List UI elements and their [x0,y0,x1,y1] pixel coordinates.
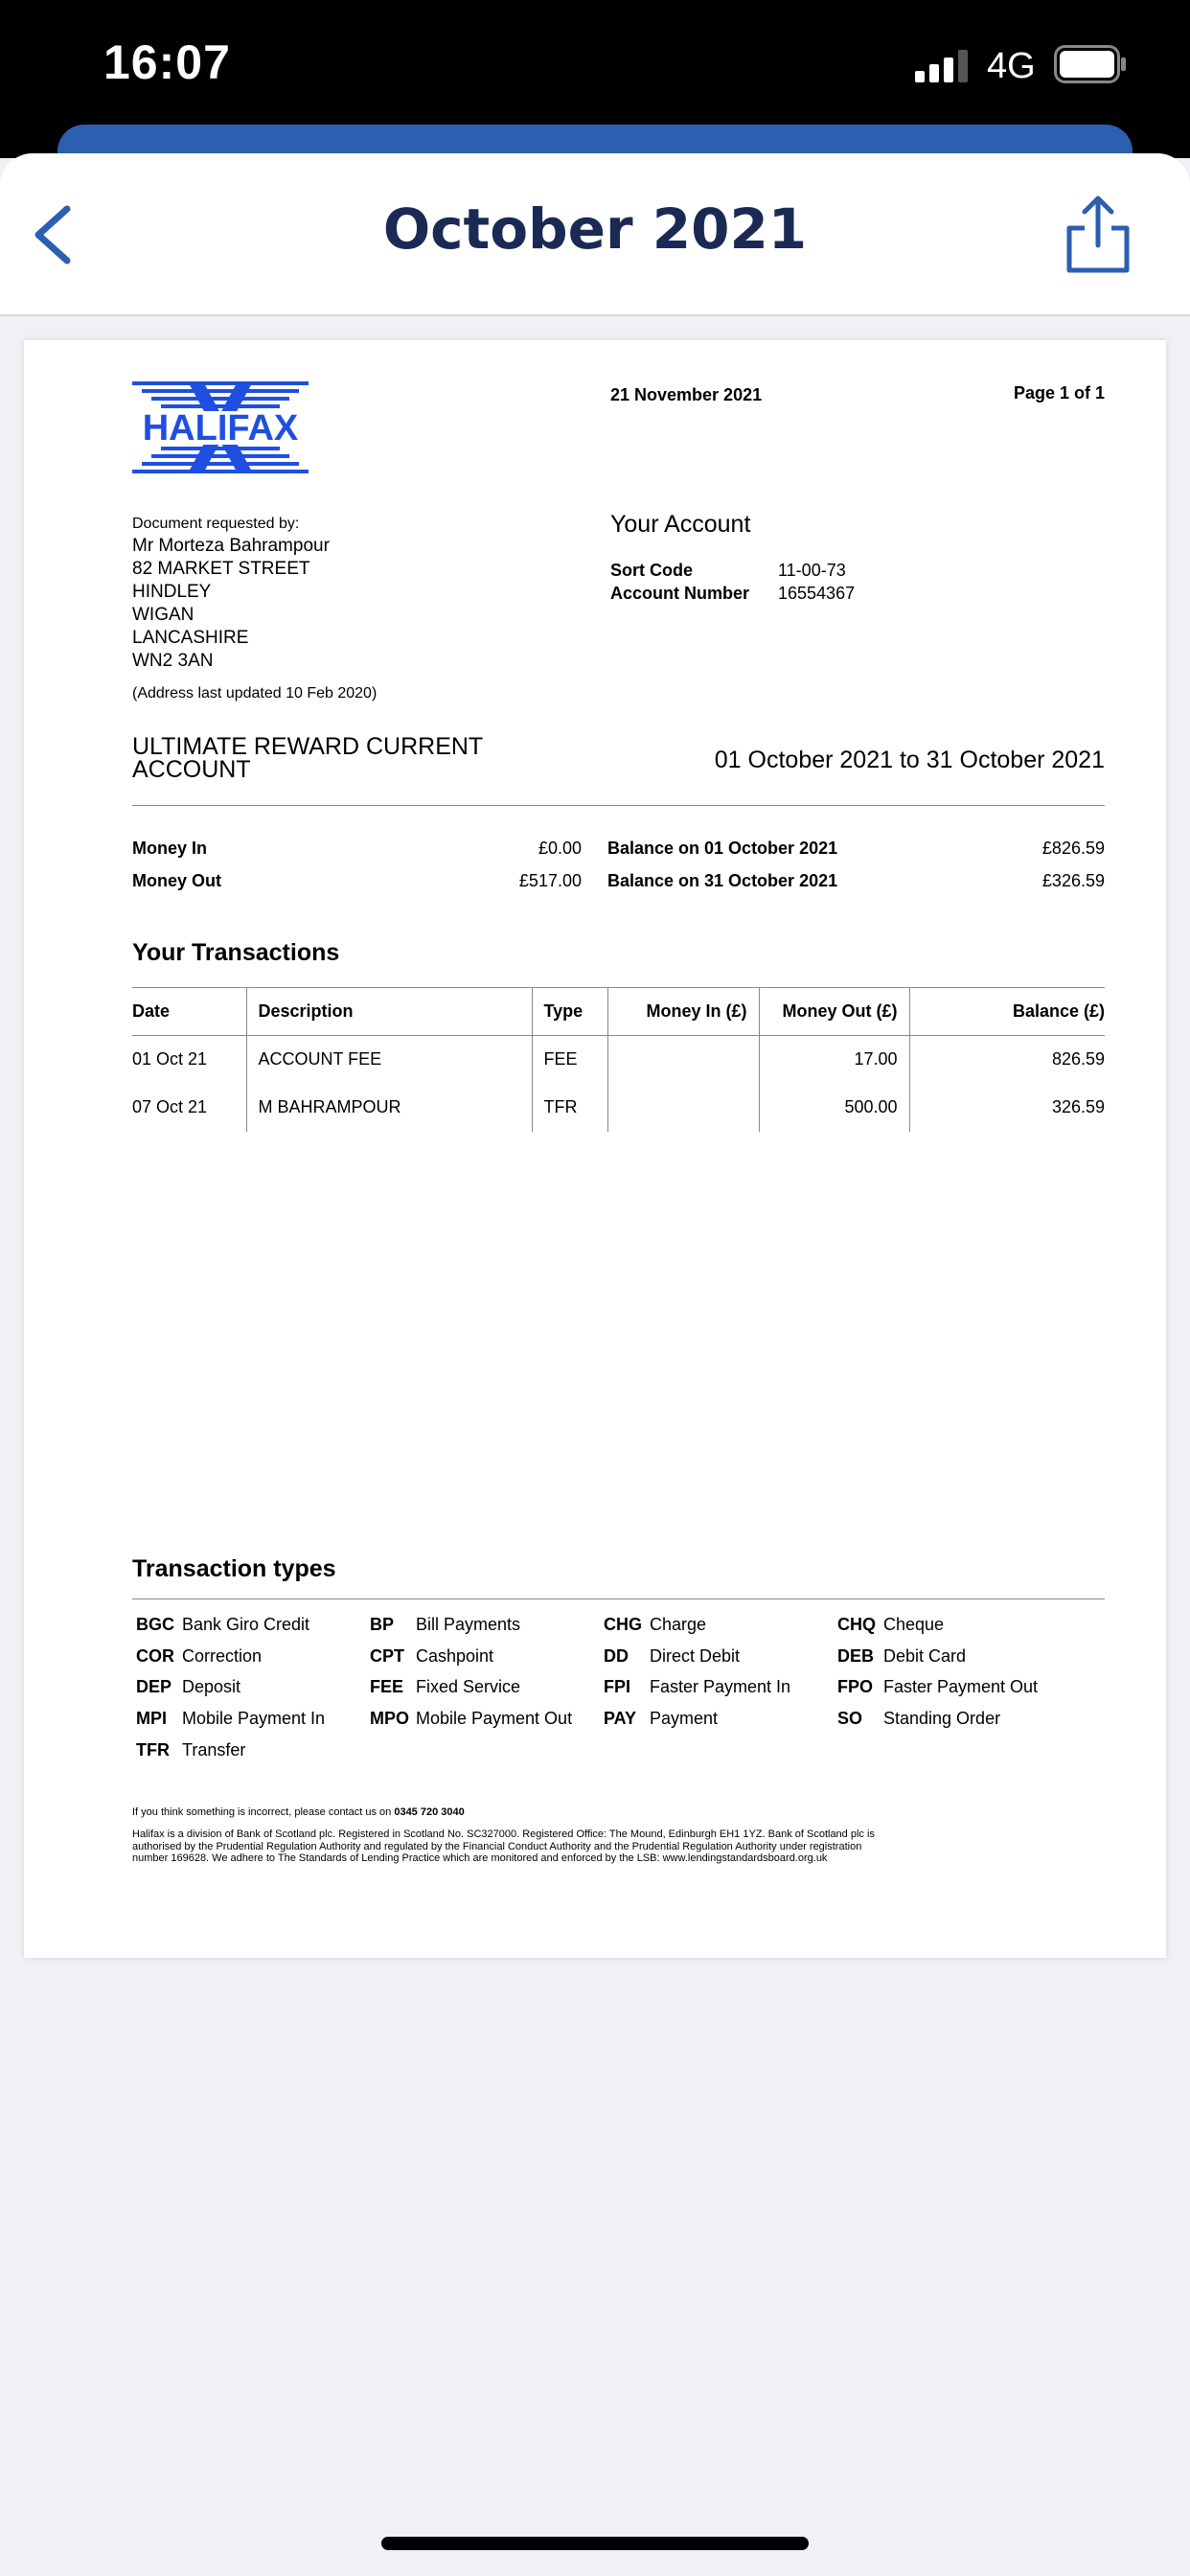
money-in-label: Money In [132,839,208,858]
type-code: CPT [370,1646,404,1666]
transaction-type-item [132,1677,240,1697]
statement-date: 21 November 2021 [610,385,763,404]
tx-balance: 826.59 [909,1036,1105,1084]
address-line: WN2 3AN [132,651,214,671]
type-label: Mobile Payment Out [416,1709,573,1728]
statement-period: 01 October 2021 to 31 October 2021 [714,747,1105,773]
address-line: LANCASHIRE [132,628,249,648]
column-header: Date [132,988,246,1036]
contact-phone: 0345 720 3040 [394,1806,465,1818]
transaction-type-item [132,1615,309,1635]
money-out-label: Money Out [132,871,221,890]
address-line: WIGAN [132,605,195,625]
type-code: PAY [604,1709,637,1728]
page-title: October 2021 [382,196,808,262]
sort-code-label: Sort Code [610,561,694,580]
requested-by-label: Document requested by: [132,516,300,532]
type-label: Cashpoint [416,1646,494,1666]
column-header: Balance (£) [909,988,1105,1036]
type-code: TFR [136,1740,170,1760]
transaction-type-item [600,1677,790,1697]
type-label: Transfer [182,1740,246,1760]
address-line: HINDLEY [132,582,212,602]
type-code: BP [370,1615,395,1634]
type-label: Cheque [883,1615,945,1634]
tx-type: TFR [532,1084,607,1132]
status-time: 16:07 [103,35,231,89]
logo-text: HALIFAX [142,408,299,448]
table-row [132,1084,1105,1132]
halifax-logo [132,381,309,473]
divider [132,805,1105,806]
money-out-value: £517.00 [518,871,582,890]
address-line: Mr Morteza Bahrampour [132,536,330,556]
transaction-type-item [366,1615,520,1635]
transaction-type-item [366,1646,493,1667]
type-label: Mobile Payment In [182,1709,326,1728]
type-label: Fixed Service [416,1677,521,1696]
type-label: Charge [650,1615,707,1634]
network-type: 4G [987,46,1036,86]
type-code: FPI [604,1677,631,1696]
transaction-type-item [366,1677,520,1697]
type-label: Direct Debit [650,1646,741,1666]
share-button[interactable] [1064,194,1133,276]
transaction-type-item [834,1646,966,1667]
home-indicator[interactable] [381,2537,809,2550]
tx-date: 01 Oct 21 [132,1049,208,1070]
table-row [132,1036,1105,1084]
legal-text: Halifax is a division of Bank of Scotland plc. Registered in Scotland No. SC327000. Registered Office: The Mound, Edinburgh EH1 1YZ. Bank of Scotland plc is authorised by the Prudential Regulation Authority and regulated by the Financial Conduct Authority and the Prudential Regulation Authority under registration number 169628. We adhere to The Standards of Lending Practice which are monitored and enforced by the LSB: www.lendingstandardsboard.org.uk [132,1828,875,1864]
type-code: FPO [837,1677,874,1696]
type-code: DEP [136,1677,172,1696]
contact-text: If you think something is incorrect, please contact us on [132,1806,392,1818]
column-header: Description [246,988,532,1036]
account-labels [610,559,749,605]
type-code: BGC [136,1615,174,1634]
transaction-type-item [834,1709,1000,1729]
transaction-type-item [834,1677,1038,1697]
type-label: Deposit [182,1677,241,1696]
account-name: ULTIMATE REWARD CURRENT ACCOUNT [132,733,483,783]
customer-address [132,535,330,673]
transaction-type-item [132,1709,325,1729]
battery-icon [1054,45,1127,83]
sort-code: 11-00-73 [778,561,846,580]
transaction-type-item [132,1646,262,1667]
tx-description: M BAHRAMPOUR [246,1084,532,1132]
transactions-table [132,987,1105,1132]
tx-type: FEE [532,1036,607,1084]
type-label: Payment [650,1709,719,1728]
type-label: Debit Card [883,1646,967,1666]
divider [132,1598,1105,1599]
tx-money-out: 17.00 [759,1036,909,1084]
type-code: COR [136,1646,174,1666]
contact-line [132,1806,465,1818]
tx-balance: 326.59 [909,1084,1105,1132]
account-number: 16554367 [778,584,856,603]
type-code: CHG [604,1615,642,1634]
type-code: FEE [370,1677,404,1696]
transactions-title: Your Transactions [132,939,340,966]
type-code: CHQ [837,1615,876,1634]
table-header-row [132,988,1105,1036]
address-line: 82 MARKET STREET [132,559,310,579]
type-code: MPO [370,1709,410,1728]
type-code: SO [837,1709,863,1728]
type-label: Standing Order [883,1709,1001,1728]
account-values [778,559,855,605]
transaction-type-item [834,1615,944,1635]
transaction-types-title: Transaction types [132,1555,336,1582]
balance-start-value: £826.59 [1041,839,1105,858]
transaction-type-item [600,1709,718,1729]
column-header: Money Out (£) [759,988,909,1036]
balance-end-value: £326.59 [1041,871,1105,890]
column-header: Type [532,988,607,1036]
type-label: Bank Giro Credit [182,1615,310,1634]
your-account-heading: Your Account [610,511,751,538]
column-header: Money In (£) [607,988,759,1036]
type-code: DD [604,1646,629,1666]
money-in-value: £0.00 [538,839,582,858]
nav-header [0,153,1190,316]
transaction-type-item [600,1615,706,1635]
tx-money-in [607,1084,759,1132]
type-label: Bill Payments [416,1615,521,1634]
tx-description: ACCOUNT FEE [246,1036,532,1084]
transaction-type-item [600,1646,740,1667]
page-number: Page 1 of 1 [1013,383,1105,402]
transaction-type-item [366,1709,572,1729]
tx-money-out: 500.00 [759,1084,909,1132]
balance-end-label: Balance on 31 October 2021 [607,871,838,890]
type-label: Faster Payment In [650,1677,791,1696]
signal-icon [915,50,971,82]
transaction-type-item [132,1740,245,1760]
tx-money-in [607,1036,759,1084]
balance-start-label: Balance on 01 October 2021 [607,839,838,858]
type-label: Correction [182,1646,263,1666]
type-code: DEB [837,1646,875,1666]
statement-document [24,340,1166,1958]
tx-date: 07 Oct 21 [132,1097,208,1116]
type-label: Faster Payment Out [883,1677,1039,1696]
type-code: MPI [136,1709,168,1728]
account-number-label: Account Number [610,584,750,603]
address-updated-note: (Address last updated 10 Feb 2020) [132,685,378,702]
